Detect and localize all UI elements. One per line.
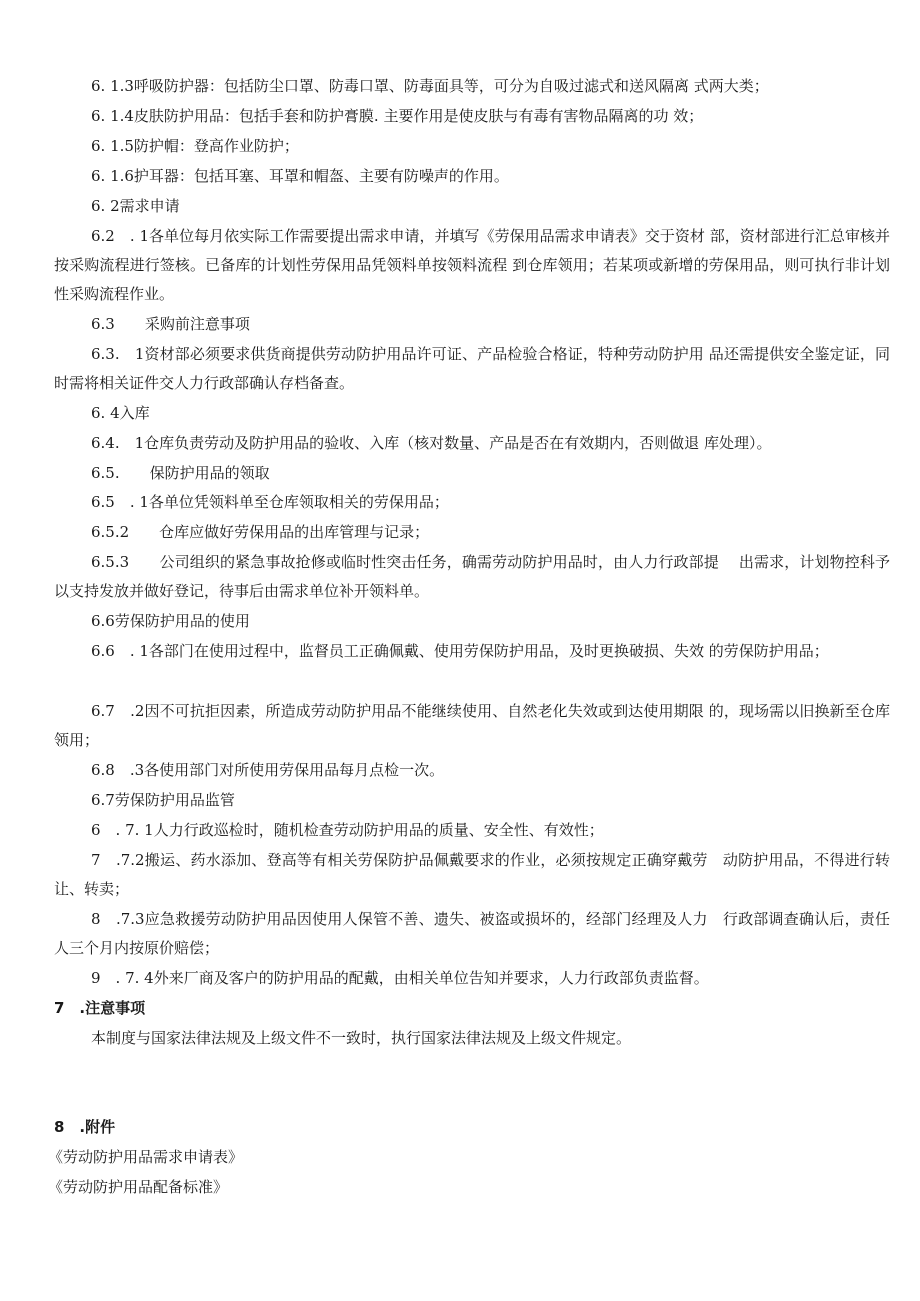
paragraph-6-6-1: 6.6 . 1各部门在使用过程中，监督员工正确佩戴、使用劳保防护用品，及时更换破损、失效 的劳保防护用品； [91,642,829,660]
paragraph-6-7-2: 6.7 .2因不可抗拒因素，所造成劳动防护用品不能继续使用、自然老化失效或到达使用期限 的，现场需以旧换新至仓库领用； [54,702,890,749]
heading-6-7: 6.7劳保防护用品监管 [91,791,235,809]
heading-6-6: 6.6劳保防护用品的使用 [91,612,250,630]
heading-6-3: 6.3 采购前注意事项 [91,315,250,333]
paragraph-6-1-6: 6. 1.6护耳器：包括耳塞、耳罩和帽盔、主要有防噪声的作用。 [91,167,509,185]
section-7-body: 本制度与国家法律法规及上级文件不一致时，执行国家法律法规及上级文件规定。 [91,1029,632,1047]
paragraph-6-1-5: 6. 1.5防护帽：登高作业防护； [91,137,299,155]
paragraph-6-1-3: 6. 1.3呼吸防护器：包括防尘口罩、防毒口罩、防毒面具等，可分为自吸过滤式和送风隔离 式两大类； [91,77,769,95]
paragraph-6-4-1: 6.4. 1仓库负责劳动及防护用品的验收、入库（核对数量、产品是否在有效期内，否则做退 库处理）。 [91,434,772,452]
section-7-heading: 7 .注意事项 [54,999,146,1017]
attachment-item: 《劳动防护用品配备标准》 [48,1178,229,1196]
paragraph-6-3-1: 6.3. 1资材部必须要求供货商提供劳动防护用品许可证、产品检验合格证，特种劳动防护用 品还需提供安全鉴定证，同时需将相关证件交人力行政部确认存档备查。 [54,345,890,392]
paragraph-6-5-1: 6.5 . 1各单位凭领料单至仓库领取相关的劳保用品； [91,493,449,511]
heading-6-5: 6.5. 保防护用品的领取 [91,464,270,482]
paragraph-8-7-3: 8 .7.3应急救援劳动防护用品因使用人保管不善、遗失、被盗或损坏的，经部门经理及人力 行政部调查确认后，责任人三个月内按原价赔偿； [54,910,890,957]
paragraph-6-1-4: 6. 1.4皮肤防护用品：包括手套和防护膏膜. 主要作用是使皮肤与有毒有害物品隔离的功 效； [91,107,704,125]
paragraph-6-5-2: 6.5.2 仓库应做好劳保用品的出库管理与记录； [91,523,430,541]
paragraph-9-7-4: 9 . 7. 4外来厂商及客户的防护用品的配戴，由相关单位告知并要求，人力行政部负责监督。 [91,969,709,987]
paragraph-6-5-3: 6.5.3 公司组织的紧急事故抢修或临时性突击任务，确需劳动防护用品时，由人力行政部提 出需求，计划物控科予以支持发放并做好登记，待事后由需求单位补开领料单。 [54,553,890,600]
section-8-heading: 8 .附件 [54,1118,116,1136]
paragraph-6-7-1: 6 . 7. 1人力行政巡检时，随机检查劳动防护用品的质量、安全性、有效性； [91,821,604,839]
paragraph-6-2-1: 6.2 . 1各单位每月依实际工作需要提出需求申请，并填写《劳保用品需求申请表》交于资材 部，资材部进行汇总审核并按采购流程进行签核。已备库的计划性劳保用品凭领料单按领料流程 到仓库领用；若某项或新增的劳保用品，则可执行非计划性采购流程作业。 [54,227,890,303]
heading-6-2: 6. 2需求申请 [91,197,180,215]
heading-6-4: 6. 4入库 [91,404,150,422]
attachment-item: 《劳动防护用品需求申请表》 [48,1148,244,1166]
paragraph-6-8-3: 6.8 .3各使用部门对所使用劳保用品每月点检一次。 [91,761,445,779]
paragraph-7-7-2: 7 .7.2搬运、药水添加、登高等有相关劳保防护品佩戴要求的作业，必须按规定正确穿戴劳 动防护用品，不得进行转让、转卖； [54,851,890,898]
